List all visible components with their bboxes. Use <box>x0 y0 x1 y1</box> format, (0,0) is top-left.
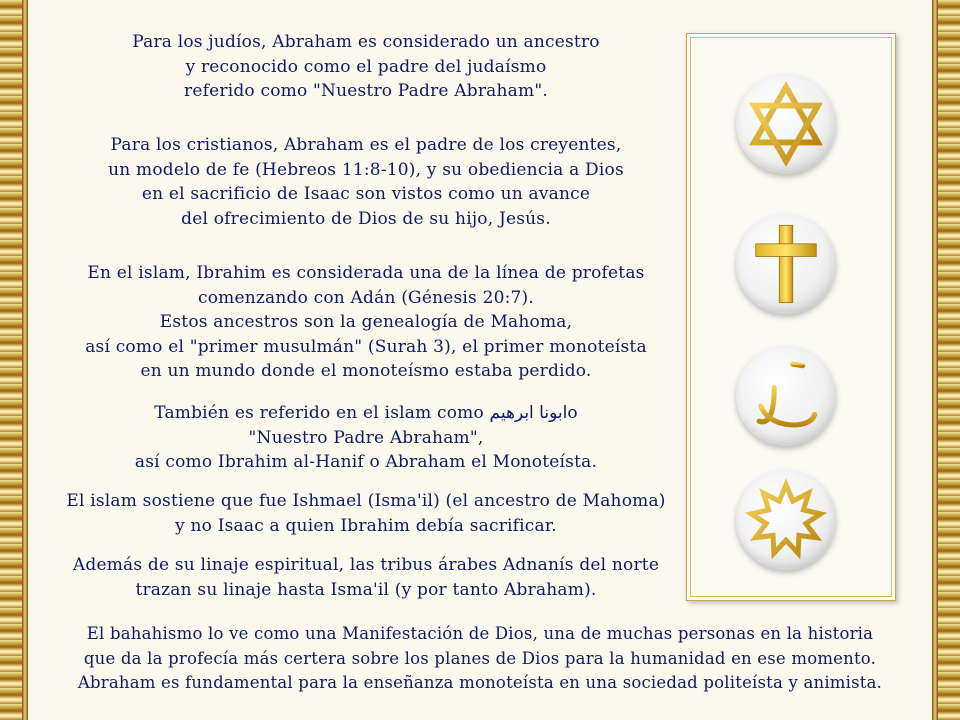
right-gold-border <box>932 0 960 720</box>
text-line: en el sacrificio de Isaac son vistos como un avance <box>141 184 591 204</box>
text-line: del ofrecimiento de Dios de su hijo, Jesús. <box>181 208 551 229</box>
lineage-paragraph <box>50 553 682 602</box>
text-line: El bahahismo lo ve como una Manifestación de Dios, una de muchas personas en la historia <box>86 624 874 643</box>
text-line: así como el "primer musulmán" (Surah 3), el primer monoteísta <box>85 336 647 357</box>
islam-referred-paragraph <box>60 401 672 475</box>
left-gold-border <box>0 0 28 720</box>
text-line: "Nuestro Padre Abraham", <box>248 427 484 448</box>
text-line: que da la profecía más certera sobre los planes de Dios para la humanidad en ese momento. <box>83 648 877 668</box>
text-line <box>60 401 672 426</box>
text-line: Además de su linaje espiritual, las tribus árabes Adnanís del norte <box>72 555 660 575</box>
nine-pointed-star-icon <box>744 478 828 562</box>
ishmael-paragraph <box>50 489 682 538</box>
arabic-text: ابونا ابرهيم <box>489 403 568 423</box>
text-line: y no Isaac a quien Ibrahim debía sacrificar. <box>175 515 557 536</box>
text-line: un modelo de fe (Hebreos 11:8-10), y su obediencia a Dios <box>108 159 624 180</box>
text-line: Abraham es fundamental para la enseñanza monoteísta en una sociedad politeísta y animista. <box>77 673 883 692</box>
text-line: Para los judíos, Abraham es considerado un ancestro <box>132 32 600 52</box>
text-fragment: o <box>567 403 578 423</box>
text-line: trazan su linaje hasta Isma'il (y por tanto Abraham). <box>135 579 597 600</box>
islam-medallion <box>736 346 836 446</box>
religious-symbols-panel <box>686 33 896 601</box>
text-line: En el islam, Ibrahim es considerada una de la línea de profetas <box>87 263 645 283</box>
bahai-medallion <box>736 470 836 570</box>
text-line: El islam sostiene que fue Ishmael (Isma'il) (el ancestro de Mahoma) <box>66 491 666 511</box>
judaism-paragraph <box>60 30 672 104</box>
islam-paragraph <box>60 261 672 384</box>
latin-cross-icon <box>744 222 828 306</box>
judaism-medallion <box>736 74 836 174</box>
text-line: así como Ibrahim al-Hanif o Abraham el Monoteísta. <box>134 452 598 472</box>
christianity-medallion <box>736 214 836 314</box>
text-line: comenzando con Adán (Génesis 20:7). <box>198 287 534 308</box>
text-line: referido como "Nuestro Padre Abraham". <box>184 81 548 101</box>
allah-calligraphy-icon <box>744 354 828 438</box>
text-fragment: También es referido en el islam como <box>154 403 490 423</box>
text-line: y reconocido como el padre del judaísmo <box>185 56 547 77</box>
text-line: en un mundo donde el monoteísmo estaba perdido. <box>140 361 592 381</box>
text-line: Estos ancestros son la genealogía de Mahoma, <box>159 312 573 332</box>
text-line: Para los cristianos, Abraham es el padre de los creyentes, <box>110 135 622 155</box>
star-of-david-icon <box>744 82 828 166</box>
christianity-paragraph <box>60 133 672 231</box>
bahai-paragraph <box>30 622 930 696</box>
